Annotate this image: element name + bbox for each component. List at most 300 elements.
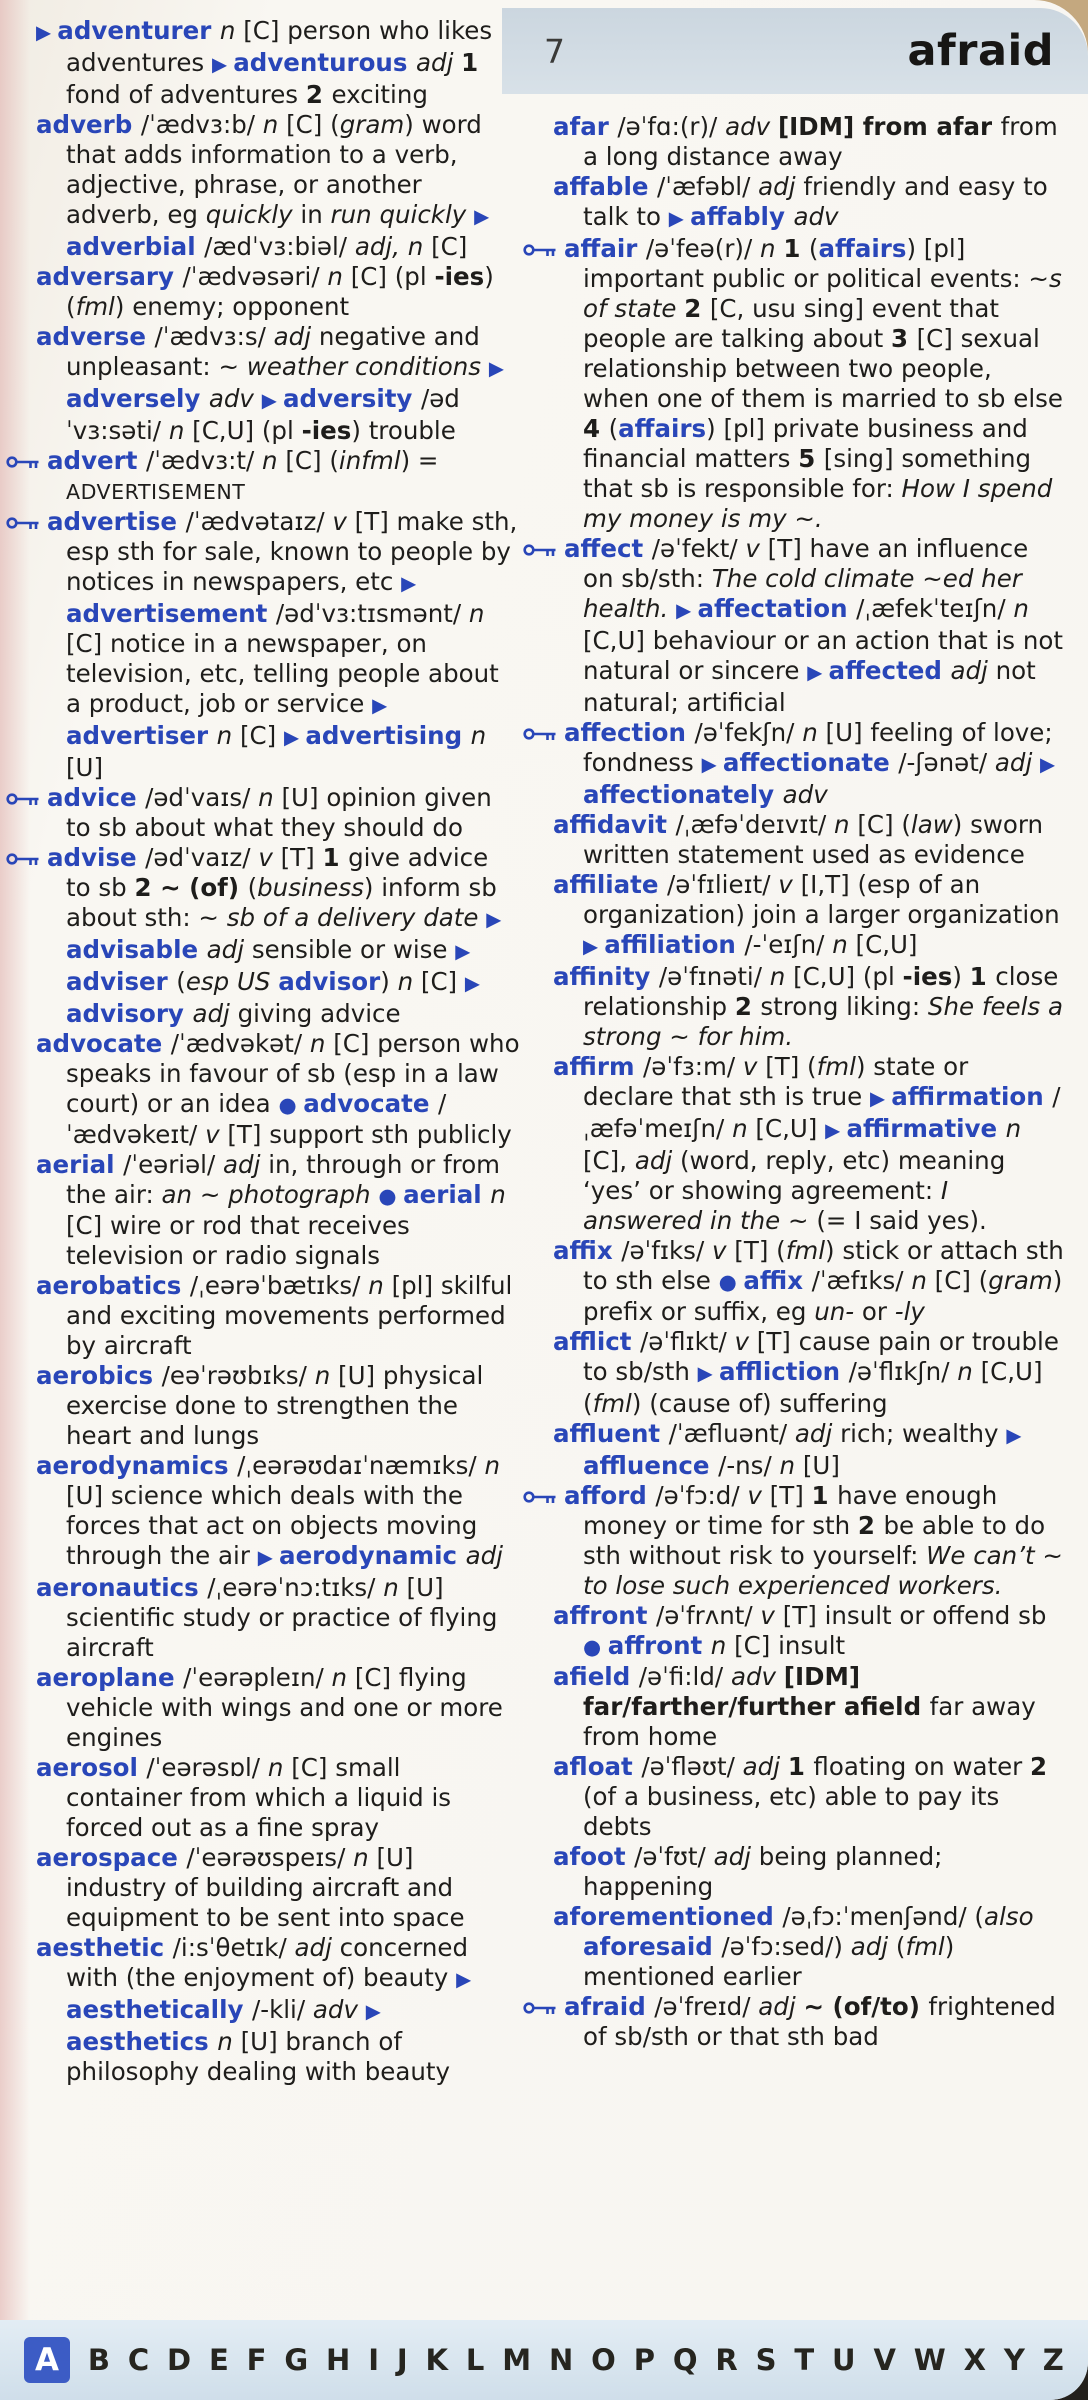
headword: affirmative bbox=[846, 1114, 1006, 1143]
text: [C] ( bbox=[857, 810, 911, 839]
text: (= I said yes). bbox=[816, 1206, 987, 1235]
text: ) enemy; opponent bbox=[114, 292, 350, 321]
text: ) inform sb about sth: bbox=[66, 873, 497, 932]
headword: afflict bbox=[553, 1327, 641, 1356]
italic-text: n bbox=[397, 967, 421, 996]
italic-text: n bbox=[1013, 594, 1029, 623]
headword: advice bbox=[47, 783, 146, 812]
text: [U] science which deals with the forces that act on objects moving through the air bbox=[66, 1481, 478, 1570]
text: [C] wire or rod that receives television or radio signals bbox=[66, 1211, 410, 1270]
entry-affable bbox=[553, 172, 1065, 234]
key-icon bbox=[36, 446, 40, 476]
text: ( bbox=[608, 414, 619, 443]
key-icon bbox=[553, 1481, 557, 1511]
headword: aeroplane bbox=[36, 1663, 184, 1692]
text: concerned with (the enjoyment of) beauty bbox=[66, 1933, 468, 1992]
italic-text: n bbox=[327, 262, 351, 291]
bold-text: 1 bbox=[969, 962, 996, 991]
entry-affirm bbox=[553, 1052, 1065, 1236]
derivative-arrow-icon: ▶ bbox=[869, 1087, 892, 1110]
entry-aforementioned bbox=[553, 1902, 1065, 1992]
text: ) word that adds information to a verb, adjective, phrase, or another adverb, eg bbox=[66, 110, 482, 229]
alphabet-letter-W: W bbox=[913, 2343, 946, 2377]
alphabet-letter-S: S bbox=[755, 2343, 777, 2377]
headword: affect bbox=[564, 534, 652, 563]
headword: affidavit bbox=[553, 810, 676, 839]
text: /ˈeərəsɒl/ bbox=[146, 1753, 268, 1782]
alphabet-letter-E: E bbox=[208, 2343, 229, 2377]
italic-text: adv bbox=[312, 1995, 366, 2024]
italic-text: n bbox=[1005, 1114, 1022, 1143]
italic-text: adv bbox=[793, 202, 839, 231]
italic-text: n bbox=[331, 1663, 355, 1692]
text: [T] ( bbox=[734, 1236, 786, 1265]
text: /ˈædvətaɪz/ bbox=[185, 507, 333, 536]
headword: aerosol bbox=[36, 1753, 147, 1782]
derivative-arrow-icon: ▶ bbox=[36, 21, 58, 44]
entry-aerospace bbox=[36, 1843, 520, 1933]
headword: affiliation bbox=[604, 930, 745, 959]
headword: advertisement bbox=[66, 599, 276, 628]
text: /əˈfi:ld/ bbox=[638, 1662, 731, 1691]
text: [U] industry of building aircraft and equipment to be sent into space bbox=[66, 1843, 465, 1932]
italic-text: n bbox=[368, 1271, 392, 1300]
headword: affairs bbox=[818, 234, 907, 263]
text: negative and unpleasant: bbox=[66, 322, 480, 381]
text: [C] bbox=[420, 967, 465, 996]
alphabet-letter-F: F bbox=[246, 2343, 267, 2377]
italic-text: adj bbox=[273, 322, 319, 351]
headword: afraid bbox=[564, 1992, 655, 2021]
headword: aerial bbox=[403, 1180, 491, 1209]
text: /əˈfʊt/ bbox=[634, 1842, 714, 1871]
text: ) mentioned earlier bbox=[583, 1932, 955, 1991]
headword: aerodynamics bbox=[36, 1451, 238, 1480]
text: /əˈfɔ:sed/) bbox=[721, 1932, 851, 1961]
text: /-ˈeɪʃn/ bbox=[744, 930, 833, 959]
text: /ˌæfəˈmeɪʃn/ bbox=[583, 1082, 1061, 1143]
derivative-arrow-icon: ▶ bbox=[1040, 753, 1056, 776]
right-column bbox=[553, 112, 1065, 2052]
italic-text: n bbox=[470, 721, 487, 750]
bold-text: far/farther/further afield bbox=[583, 1692, 930, 1721]
text: /ədˈvaɪs/ bbox=[145, 783, 259, 812]
italic-text: adj bbox=[713, 1842, 759, 1871]
text: /ˈædvɜ:b/ bbox=[140, 110, 263, 139]
guide-word: afraid bbox=[907, 26, 1054, 76]
alphabet-letter-M: M bbox=[502, 2343, 532, 2377]
text: [U] physical exercise done to strengthen the heart and lungs bbox=[66, 1361, 484, 1450]
text: /ˌeərəʊdaɪˈnæmɪks/ bbox=[237, 1451, 485, 1480]
text: ) [pl] private business and financial matters bbox=[583, 414, 1028, 473]
headword: advocate bbox=[36, 1029, 171, 1058]
headword: affluent bbox=[553, 1419, 669, 1448]
derivative-arrow-icon: ▶ bbox=[211, 53, 234, 76]
entry-advertise bbox=[36, 507, 520, 783]
italic-text: adj bbox=[850, 1932, 896, 1961]
text: /ˈædvɜ:s/ bbox=[154, 322, 274, 351]
text: sensible or wise bbox=[251, 935, 456, 964]
alphabet-letter-O: O bbox=[591, 2343, 616, 2377]
alphabet-letter-U: U bbox=[832, 2343, 856, 2377]
text: /ˌeərəˈbætɪks/ bbox=[189, 1271, 369, 1300]
italic-text: v bbox=[778, 870, 801, 899]
alphabet-letter-G: G bbox=[284, 2343, 309, 2377]
bold-text: 2 bbox=[734, 992, 761, 1021]
italic-text: v bbox=[742, 1052, 766, 1081]
entry-afloat bbox=[553, 1752, 1065, 1842]
headword: aerospace bbox=[36, 1843, 187, 1872]
headword: aerial bbox=[36, 1150, 124, 1179]
italic-text: ~ weather conditions bbox=[218, 352, 489, 381]
text: ( bbox=[247, 873, 258, 902]
text: [I,T] (esp of an organization) join a larger organization bbox=[583, 870, 1060, 929]
entry-aeronautics bbox=[36, 1573, 520, 1663]
text: /ˈæfɪks/ bbox=[811, 1266, 912, 1295]
alphabet-letter-T: T bbox=[794, 2343, 815, 2377]
cross-reference: ADVERTISEMENT bbox=[66, 480, 246, 504]
italic-text: n bbox=[216, 721, 240, 750]
text: have enough money or time for sth bbox=[583, 1481, 998, 1540]
italic-text: n bbox=[168, 416, 193, 445]
text: /-kli/ bbox=[251, 1995, 313, 2024]
derivative-arrow-icon: ▶ bbox=[284, 726, 306, 749]
text: floating on water bbox=[813, 1752, 1031, 1781]
bold-text: 1 bbox=[811, 1481, 838, 1510]
entry-aerodynamics bbox=[36, 1451, 520, 1573]
text: /əˈfɑ:(r)/ bbox=[617, 112, 726, 141]
text: [T] insult or offend sb bbox=[782, 1601, 1047, 1630]
bold-text: 2 bbox=[1030, 1752, 1048, 1781]
text: [C, usu sing] event that people are talking about bbox=[583, 294, 1000, 353]
italic-text: adj bbox=[994, 748, 1041, 777]
text: /əˈfekʃn/ bbox=[694, 718, 803, 747]
text: [T] make sth, esp sth for sale, known to people by notices in newspapers, etc bbox=[66, 507, 518, 596]
italic-text: n bbox=[911, 1266, 935, 1295]
text: /ˈeərəʊspeɪs/ bbox=[186, 1843, 354, 1872]
headword: affront bbox=[553, 1601, 656, 1630]
headword: adversity bbox=[283, 384, 421, 413]
text: /ˈeəriəl/ bbox=[123, 1150, 224, 1179]
italic-text: The cold climate ~ed her health. bbox=[583, 564, 1022, 623]
text: /-ns/ bbox=[718, 1451, 780, 1480]
entry-affiliate bbox=[553, 870, 1065, 962]
derivative-arrow-icon: ▶ bbox=[668, 207, 691, 230]
headword: affected bbox=[828, 656, 951, 685]
entry-adversary bbox=[36, 262, 520, 322]
headword: advisor bbox=[278, 967, 381, 996]
italic-text: v bbox=[332, 507, 355, 536]
text: not natural; artificial bbox=[583, 656, 1036, 717]
text: rich; wealthy bbox=[840, 1419, 1007, 1448]
headword: aerodynamic bbox=[279, 1541, 466, 1570]
text: [U] bbox=[802, 1451, 840, 1480]
text: ) sworn written statement used as evidence bbox=[583, 810, 1044, 869]
text: give advice to sb bbox=[66, 843, 489, 902]
italic-text: fml bbox=[816, 1052, 856, 1081]
text: far away from home bbox=[583, 1692, 1036, 1751]
italic-text: adj bbox=[465, 1541, 503, 1570]
entry-affect bbox=[553, 534, 1065, 718]
text: friendly and easy to talk to bbox=[583, 172, 1048, 231]
text: /əˈflɪkʃn/ bbox=[848, 1357, 958, 1386]
text: /ˌæfekˈteɪʃn/ bbox=[856, 594, 1014, 623]
bold-text: 2 bbox=[305, 80, 332, 109]
alphabet-letter-J: J bbox=[396, 2343, 408, 2377]
text: /əˈfɜ:m/ bbox=[643, 1052, 743, 1081]
text: /ˌæfəˈdeɪvɪt/ bbox=[675, 810, 835, 839]
entry-adverb bbox=[36, 110, 520, 262]
entry-advise bbox=[36, 843, 520, 1029]
alphabet-letter-C: C bbox=[127, 2343, 150, 2377]
derivative-arrow-icon: ▶ bbox=[697, 1362, 719, 1385]
entry-afield bbox=[553, 1662, 1065, 1752]
headword: advert bbox=[47, 446, 146, 475]
text: ) ( bbox=[66, 262, 494, 321]
italic-text: n bbox=[258, 783, 282, 812]
headword: affirm bbox=[553, 1052, 643, 1081]
homograph-bullet-icon: ● bbox=[718, 1270, 744, 1294]
entry-affection bbox=[553, 718, 1065, 810]
text: [C] insult bbox=[734, 1631, 846, 1660]
text: /ˈædvɜ:t/ bbox=[145, 446, 263, 475]
headword: affably bbox=[690, 202, 794, 231]
italic-text: gram bbox=[988, 1266, 1053, 1295]
italic-text: n bbox=[217, 2027, 241, 2056]
bold-text: -ies bbox=[301, 416, 352, 445]
headword: aerobics bbox=[36, 1361, 162, 1390]
headword: afoot bbox=[553, 1842, 635, 1871]
left-column bbox=[36, 16, 520, 2087]
italic-text: adj bbox=[758, 1992, 804, 2021]
text: ) stick or attach sth to sth else bbox=[583, 1236, 1064, 1295]
headword: affable bbox=[553, 172, 657, 201]
entry-affix bbox=[553, 1236, 1065, 1327]
italic-text: infml bbox=[338, 446, 401, 475]
italic-text: adj bbox=[192, 999, 238, 1028]
text: from a long distance away bbox=[583, 112, 1058, 171]
derivative-arrow-icon: ▶ bbox=[488, 357, 504, 380]
headword: advocate bbox=[303, 1089, 439, 1118]
bold-text: 2 ~ (of) bbox=[134, 873, 248, 902]
text: /-ʃənət/ bbox=[898, 748, 995, 777]
text: /əˈfreɪd/ bbox=[654, 1992, 759, 2021]
italic-text: We can’t ~ to lose such experienced workers. bbox=[583, 1541, 1063, 1600]
headword: adversely bbox=[66, 384, 209, 413]
headword: adverb bbox=[36, 110, 141, 139]
text: [C] small container from which a liquid is forced out as a fine spray bbox=[66, 1753, 452, 1842]
alphabet-letter-H: H bbox=[326, 2343, 351, 2377]
text: ) bbox=[952, 962, 970, 991]
alphabet-index-bar bbox=[0, 2320, 1088, 2400]
alphabet-letter-Y: Y bbox=[1003, 2343, 1025, 2377]
italic-text: adj bbox=[634, 1146, 680, 1175]
text: /i:sˈθetɪk/ bbox=[172, 1933, 295, 1962]
headword: advisable bbox=[66, 935, 207, 964]
italic-text: adj bbox=[294, 1933, 340, 1962]
italic-text: adv bbox=[208, 384, 262, 413]
bold-text: -ies bbox=[434, 262, 485, 291]
headword: affinity bbox=[553, 962, 659, 991]
bold-text: 3 bbox=[891, 324, 917, 353]
headword: adventurer bbox=[57, 16, 220, 45]
alphabet-letter-V: V bbox=[873, 2343, 896, 2377]
headword: affix bbox=[743, 1266, 812, 1295]
italic-text: gram bbox=[339, 110, 405, 139]
italic-text: fml bbox=[75, 292, 115, 321]
text: fond of adventures bbox=[66, 80, 306, 109]
headword: advertise bbox=[47, 507, 186, 536]
italic-text: n bbox=[957, 1357, 981, 1386]
text: ( bbox=[895, 1932, 906, 1961]
italic-text: n bbox=[468, 599, 485, 628]
text: (word, reply, etc) meaning ‘yes’ or showing agreement: bbox=[583, 1146, 1006, 1205]
alphabet-letter-D: D bbox=[167, 2343, 192, 2377]
alphabet-letter-X: X bbox=[963, 2343, 987, 2377]
text: [U] scientific study or practice of flying aircraft bbox=[66, 1573, 498, 1662]
text: [C] sexual relationship between two people, when one of them is married to sb else bbox=[583, 324, 1063, 413]
headword: affairs bbox=[618, 414, 707, 443]
text: /ædˈvɜ:biəl/ bbox=[204, 232, 355, 261]
italic-text: n bbox=[314, 1361, 339, 1390]
text: ( bbox=[808, 234, 819, 263]
text: /ˈædvəsəri/ bbox=[182, 262, 328, 291]
text: [sing] something that sb is responsible for: bbox=[583, 444, 1032, 503]
entry-affront bbox=[553, 1601, 1065, 1662]
entry-advocate bbox=[36, 1029, 520, 1150]
italic-text: adj bbox=[794, 1419, 841, 1448]
text: /ˈæfluənt/ bbox=[668, 1419, 795, 1448]
headword: adverbial bbox=[66, 232, 205, 261]
derivative-arrow-icon: ▶ bbox=[474, 205, 490, 228]
text: ) = bbox=[400, 446, 439, 475]
italic-text: run quickly bbox=[330, 200, 475, 229]
text: /əˈfrʌnt/ bbox=[655, 1601, 761, 1630]
italic-text: n bbox=[769, 962, 794, 991]
derivative-arrow-icon: ▶ bbox=[807, 661, 829, 684]
alphabet-letter-B: B bbox=[87, 2343, 110, 2377]
text: [C] ( bbox=[285, 446, 339, 475]
headword: affliction bbox=[718, 1357, 849, 1386]
headword: affair bbox=[564, 234, 646, 263]
text: [U] opinion given to sb about what they should do bbox=[66, 783, 492, 842]
text: [C,U] behaviour or an action that is not natural or sincere bbox=[583, 626, 1063, 685]
italic-text: esp US bbox=[185, 967, 279, 996]
italic-text: n bbox=[353, 1843, 377, 1872]
entry-advice bbox=[36, 783, 520, 843]
derivative-arrow-icon: ▶ bbox=[365, 2000, 381, 2023]
text: /əˈfɪnəti/ bbox=[658, 962, 770, 991]
text: giving advice bbox=[237, 999, 401, 1028]
derivative-arrow-icon: ▶ bbox=[456, 1968, 472, 1991]
text: ) (cause of) suffering bbox=[631, 1389, 888, 1418]
derivative-arrow-icon: ▶ bbox=[261, 389, 283, 412]
italic-text: adj bbox=[950, 656, 996, 685]
italic-text: quickly bbox=[205, 200, 301, 229]
headword: affix bbox=[553, 1236, 622, 1265]
headword: affection bbox=[564, 718, 695, 747]
entry-aerial bbox=[36, 1150, 520, 1271]
bold-text: -ies bbox=[902, 962, 953, 991]
text: /ˌeərəˈnɔ:tɪks/ bbox=[207, 1573, 384, 1602]
key-icon bbox=[36, 783, 40, 813]
entry-aeroplane bbox=[36, 1663, 520, 1753]
italic-text: n bbox=[732, 1114, 756, 1143]
text: [U] bbox=[66, 753, 104, 782]
bold-text: 1 bbox=[461, 48, 479, 77]
headword: afield bbox=[553, 1662, 639, 1691]
entry-aerobatics bbox=[36, 1271, 520, 1361]
key-icon bbox=[553, 234, 557, 264]
text: /eəˈrəʊbɪks/ bbox=[161, 1361, 315, 1390]
headword: aesthetically bbox=[66, 1995, 252, 2024]
text: being planned; happening bbox=[583, 1842, 943, 1901]
bold-text: 2 bbox=[857, 1511, 884, 1540]
alphabet-letter-N: N bbox=[549, 2343, 574, 2377]
key-icon bbox=[36, 843, 40, 873]
entry-affluent bbox=[553, 1419, 1065, 1481]
entry-adventurer bbox=[36, 16, 520, 110]
italic-text: an ~ photograph bbox=[161, 1180, 379, 1209]
italic-text: n bbox=[262, 110, 287, 139]
text: in, through or from the air: bbox=[66, 1150, 501, 1209]
headword: adventurous bbox=[233, 48, 416, 77]
derivative-arrow-icon: ▶ bbox=[486, 908, 502, 931]
headword: afford bbox=[564, 1481, 656, 1510]
text: [T] bbox=[280, 843, 323, 872]
headword: afloat bbox=[553, 1752, 642, 1781]
text: /ˈædvəkət/ bbox=[170, 1029, 310, 1058]
alphabet-letter-K: K bbox=[425, 2343, 449, 2377]
italic-text: n bbox=[760, 234, 784, 263]
text: [C,U] bbox=[755, 1114, 826, 1143]
text: /əˌfɔ:ˈmenʃənd/ ( bbox=[782, 1902, 984, 1931]
headword: affectionately bbox=[583, 780, 783, 809]
headword: aerobatics bbox=[36, 1271, 190, 1300]
text: in bbox=[300, 200, 331, 229]
italic-text: adj bbox=[742, 1752, 788, 1781]
italic-text: adj bbox=[223, 1150, 269, 1179]
text: /ˈæfəbl/ bbox=[657, 172, 759, 201]
text: /ədˈvaɪz/ bbox=[145, 843, 259, 872]
idiom-marker: [IDM] bbox=[777, 112, 863, 141]
headword: afar bbox=[553, 112, 618, 141]
entry-adverse bbox=[36, 322, 520, 446]
italic-text: un- bbox=[814, 1297, 862, 1326]
alphabet-letter-Z: Z bbox=[1042, 2343, 1064, 2377]
italic-text: v bbox=[734, 1327, 757, 1356]
derivative-arrow-icon: ▶ bbox=[257, 1546, 280, 1569]
italic-text: n bbox=[262, 446, 286, 475]
key-icon bbox=[553, 718, 557, 748]
entry-afflict bbox=[553, 1327, 1065, 1419]
text: [C,U] ( bbox=[583, 1357, 1043, 1418]
homograph-bullet-icon: ● bbox=[378, 1184, 404, 1208]
key-icon bbox=[553, 1992, 557, 2022]
bold-text: 1 bbox=[322, 843, 349, 872]
italic-text: v bbox=[205, 1120, 228, 1149]
italic-text: also bbox=[983, 1902, 1034, 1931]
text: [C] bbox=[431, 232, 468, 261]
italic-text: law bbox=[910, 810, 953, 839]
text: exciting bbox=[331, 80, 428, 109]
text: [C] (pl bbox=[350, 262, 435, 291]
text: [C] person who likes adventures bbox=[66, 16, 493, 77]
italic-text: adj bbox=[416, 48, 462, 77]
italic-text: ~ sb of a delivery date bbox=[198, 903, 487, 932]
entry-afraid bbox=[553, 1992, 1065, 2052]
text: [C] flying vehicle with wings and one or more engines bbox=[66, 1663, 503, 1752]
